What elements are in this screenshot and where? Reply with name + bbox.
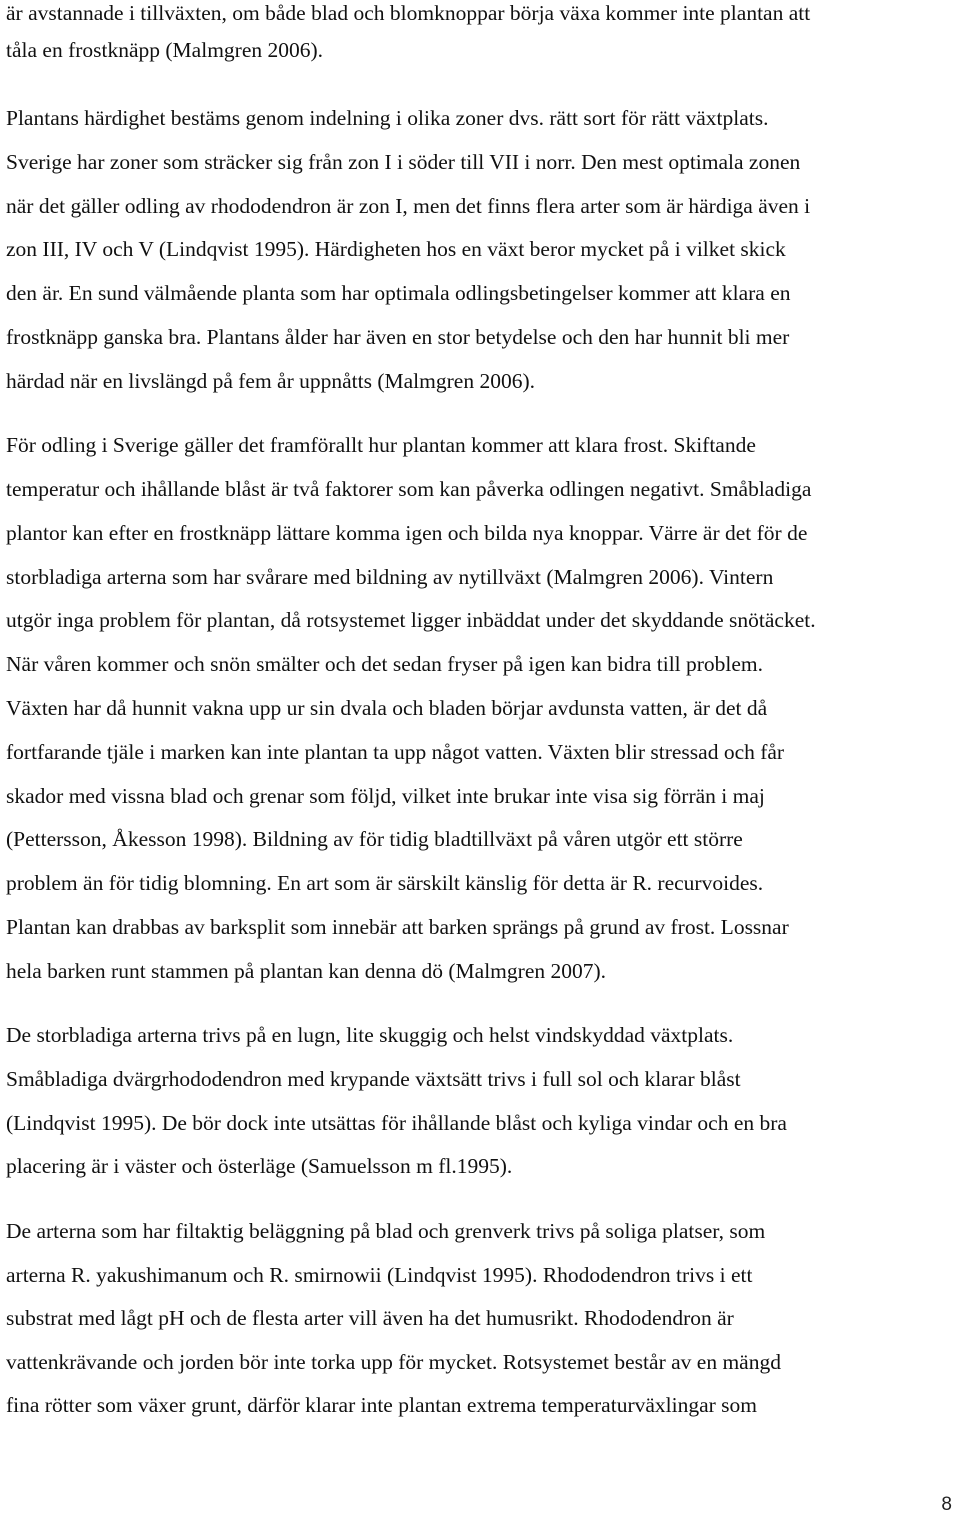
text-line: fortfarande tjäle i marken kan inte plantan ta upp något vatten. Växten blir stressad och får [6,740,785,764]
text-line: För odling i Sverige gäller det framförallt hur plantan kommer att klara frost. Skiftande [6,433,756,457]
text-line: hela barken runt stammen på plantan kan denna dö (Malmgren 2007). [6,959,607,983]
text-line: (Lindqvist 1995). De bör dock inte utsättas för ihållande blåst och kyliga vindar och en bra [6,1111,787,1135]
text-line: Plantans härdighet bestäms genom indelning i olika zoner dvs. rätt sort för rätt växtplats. [6,106,769,130]
text-line: De arterna som har filtaktig beläggning på blad och grenverk trivs på soliga platser, som [6,1219,766,1243]
text-line: Småbladiga dvärgrhododendron med krypande växtsätt trivs i full sol och klarar blåst [6,1067,741,1091]
text-line: den är. En sund välmående planta som har optimala odlingsbetingelser kommer att klara en [6,281,791,305]
text-line: substrat med lågt pH och de flesta arter vill även ha det humusrikt. Rhododendron är [6,1306,734,1330]
text-line: fina rötter som växer grunt, därför klarar inte plantan extrema temperaturväxlingar som [6,1393,758,1417]
text-line: när det gäller odling av rhododendron är zon I, men det finns flera arter som är härdiga även i [6,194,811,218]
text-line: vattenkrävande och jorden bör inte torka upp för mycket. Rotsystemet består av en mängd [6,1350,781,1374]
text-line: placering är i väster och österläge (Samuelsson m fl.1995). [6,1154,513,1178]
page-number: 8 [941,1494,952,1515]
text-line: zon III, IV och V (Lindqvist 1995). Härdigheten hos en växt beror mycket på i vilket skick [6,237,786,261]
text-line: frostknäpp ganska bra. Plantans ålder har även en stor betydelse och den har hunnit bli mer [6,325,790,349]
text-line: Sverige har zoner som sträcker sig från zon I i söder till VII i norr. Den mest optimala zonen [6,150,801,174]
text-line: När våren kommer och snön smälter och det sedan fryser på igen kan bidra till problem. [6,652,764,676]
text-line: arterna R. yakushimanum och R. smirnowii (Lindqvist 1995). Rhododendron trivs i ett [6,1263,753,1287]
text-line: tåla en frostknäpp (Malmgren 2006). [6,38,324,62]
text-line: Plantan kan drabbas av barksplit som innebär att barken sprängs på grund av frost. Lossnar [6,915,789,939]
text-line: Växten har då hunnit vakna upp ur sin dvala och bladen börjar avdunsta vatten, är det då [6,696,768,720]
text-line: temperatur och ihållande blåst är två faktorer som kan påverka odlingen negativt. Småbladiga [6,477,812,501]
text-line: De storbladiga arterna trivs på en lugn, lite skuggig och helst vindskyddad växtplats. [6,1023,734,1047]
text-line: härdad när en livslängd på fem år uppnåtts (Malmgren 2006). [6,369,535,393]
text-line: skador med vissna blad och grenar som följd, vilket inte brukar inte visa sig förrän i maj [6,784,765,808]
text-line: är avstannade i tillväxten, om både blad och blomknoppar börja växa kommer inte plantan att [6,1,811,25]
text-line: storbladiga arterna som har svårare med bildning av nytillväxt (Malmgren 2006). Vintern [6,565,774,589]
text-line: plantor kan efter en frostknäpp lättare komma igen och bilda nya knoppar. Värre är det för de [6,521,808,545]
text-line: utgör inga problem för plantan, då rotsystemet ligger inbäddat under det skyddande snötäcket. [6,608,816,632]
text-line: (Pettersson, Åkesson 1998). Bildning av för tidig bladtillväxt på våren utgör ett större [6,827,743,851]
text-line: problem än för tidig blomning. En art som är särskilt känslig för detta är R. recurvoides. [6,871,764,895]
